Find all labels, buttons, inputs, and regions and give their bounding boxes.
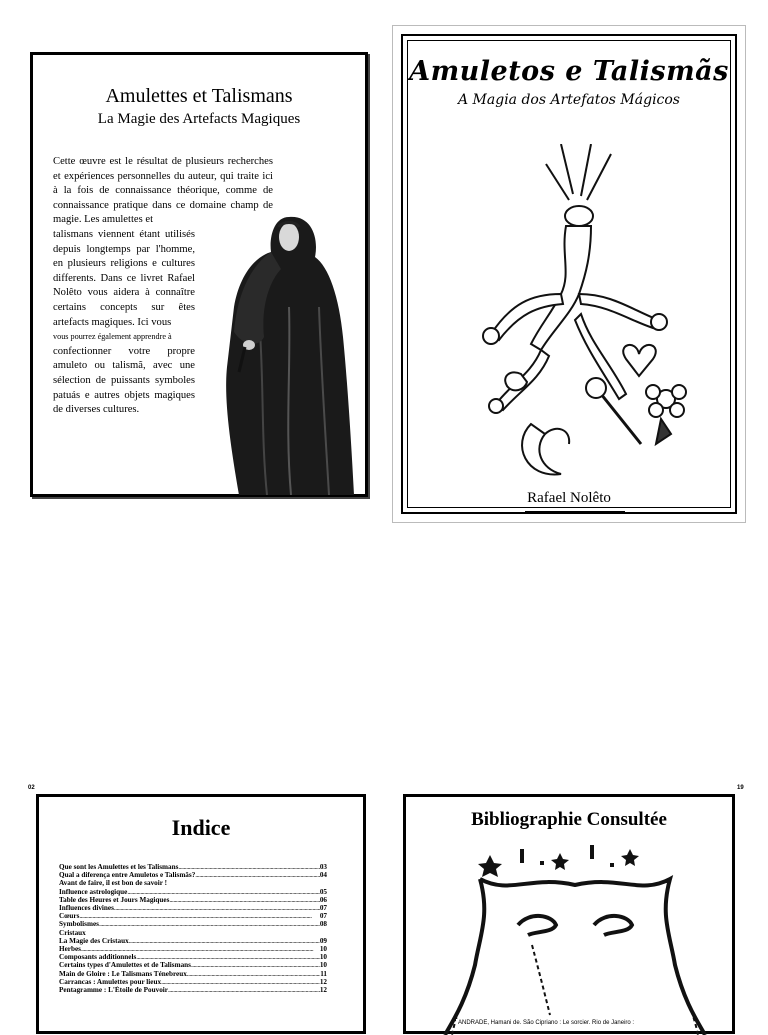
toc-entry-page: 10: [319, 945, 327, 954]
toc-leader-dots: [168, 986, 320, 994]
index-title: Indice: [171, 815, 231, 840]
toc-entry-label: Main de Gloire : Le Talismans Ténebreux: [59, 969, 187, 978]
page-title: Amulettes et Talismans: [105, 85, 293, 107]
toc-entry[interactable]: [59, 879, 327, 887]
index-page: [36, 794, 366, 1034]
paragraph-wide: Cette œuvre est le résultat de plusieurs recherches et expériences personnelles du auteur, qui traite ici à la fois de connaissance théorique, comme de connaissance pratique dans ce domaine champ de magie. Les amulettes et: [53, 156, 273, 226]
page-subtitle: A Magia dos Artefatos Mágicos: [457, 92, 680, 108]
toc-leader-dots: [187, 970, 320, 978]
toc-leader-dots: [114, 904, 320, 912]
toc-entry[interactable]: [59, 920, 327, 928]
toc-entry[interactable]: [59, 961, 327, 969]
cover-portuguese-page: [392, 25, 746, 523]
bibliography-page: [403, 794, 735, 1034]
toc-entry[interactable]: [59, 978, 327, 986]
toc-leader-dots: [127, 888, 319, 896]
toc-leader-dots: [169, 896, 319, 904]
toc-entry-label: Que sont les Amulettes et les Talismans: [59, 863, 179, 871]
author-name: Rafael Nolêto: [527, 490, 611, 506]
paragraph-tiny: vous pourrez également apprendre à: [53, 332, 172, 342]
toc-entry[interactable]: [59, 945, 327, 953]
hooded-figure-image: [219, 197, 359, 495]
toc-entry-label: Table des Heures et Jours Magiques: [59, 895, 170, 904]
cover-french-page: [30, 52, 368, 497]
toc-entry-page: 12: [319, 986, 327, 995]
toc-entry-page: 04: [319, 871, 327, 880]
page-number: 19: [737, 785, 744, 791]
page-number: 02: [28, 785, 35, 791]
toc-entry[interactable]: [59, 912, 327, 920]
toc-entry[interactable]: [59, 871, 327, 879]
toc-entry[interactable]: [59, 896, 327, 904]
toc-leader-dots: [129, 937, 320, 945]
bibliography-reference: ANDRADE, Hamani de. São Cipriano : Le sorcier. Rio de Janeiro :: [458, 1020, 635, 1026]
toc-entry-page: 03: [319, 863, 327, 871]
table-of-contents: [59, 863, 327, 994]
toc-leader-dots: [191, 961, 320, 969]
toc-entry[interactable]: [59, 863, 327, 871]
toc-entry-label: Composants additionnels: [59, 953, 137, 962]
toc-entry-page: 06: [319, 895, 327, 904]
toc-leader-dots: [161, 978, 320, 986]
toc-entry-page: 09: [319, 936, 327, 945]
toc-leader-dots: [81, 945, 320, 953]
toc-entry-label: Cœurs: [59, 912, 80, 921]
toc-entry-label: Avant de faire, il est bon de savoir !: [59, 879, 168, 888]
toc-entry[interactable]: [59, 904, 327, 912]
toc-entry-label: Qual a diferença entre Amuletos e Talismãs?: [59, 871, 196, 880]
toc-entry-label: Influences divines: [59, 904, 114, 913]
toc-entry-label: Symbolismes: [59, 920, 99, 929]
toc-entry-page: 08: [319, 920, 327, 929]
page-subtitle: La Magie des Artefacts Magiques: [97, 111, 301, 127]
talisman-illustration: [441, 144, 701, 489]
toc-entry-page: 10: [319, 953, 327, 962]
toc-entry-label: Cristaux: [59, 928, 86, 937]
toc-entry-label: Pentagramme : L'Étoile de Pouvoir: [59, 986, 168, 995]
toc-leader-dots: [136, 953, 320, 961]
toc-leader-dots: [99, 920, 320, 928]
toc-entry[interactable]: [59, 970, 327, 978]
bibliography-title: Bibliographie Consultée: [471, 809, 667, 830]
page-title: Amuletos e Talismãs: [409, 56, 729, 87]
toc-leader-dots: [195, 871, 320, 879]
toc-entry-label: La Magie des Cristaux: [59, 936, 129, 945]
toc-entry-page: 07: [319, 904, 327, 913]
toc-entry[interactable]: [59, 937, 327, 945]
toc-entry[interactable]: [59, 986, 327, 994]
toc-entry-page: 11: [320, 969, 327, 978]
toc-entry[interactable]: [59, 953, 327, 961]
toc-entry[interactable]: [59, 929, 327, 937]
toc-entry-page: 10: [319, 961, 327, 970]
toc-leader-dots: [178, 863, 319, 871]
toc-entry-label: Influence astrologique: [59, 887, 128, 896]
paragraph-narrow: talismans viennent étant utilisés depuis longtemps par l'homme, en plusieurs religions e cultures differents. Dans ce livret Rafael Nolêto vous aidera à connaître certains concepts sur êtes artefacts magiques. Ici vous: [53, 228, 195, 328]
toc-leader-dots: [79, 912, 319, 920]
toc-entry[interactable]: [59, 888, 327, 896]
toc-entry-page: 07: [319, 912, 327, 921]
toc-entry-label: Certains types d'Amulettes et de Talismans: [59, 961, 191, 970]
toc-entry-page: 05: [319, 887, 327, 896]
author-underline: [525, 511, 625, 512]
crown-illustration: [440, 835, 710, 1035]
toc-entry-label: Carrancas : Amulettes pour lieux: [59, 977, 162, 986]
toc-entry-label: Herbes: [59, 945, 81, 954]
paragraph-end: confectionner votre propre amuleto ou talismã, avec une sélection de puissants symboles patuás e autres objets magiques de diverses cultures.: [53, 345, 195, 416]
toc-entry-page: 12: [319, 977, 327, 986]
